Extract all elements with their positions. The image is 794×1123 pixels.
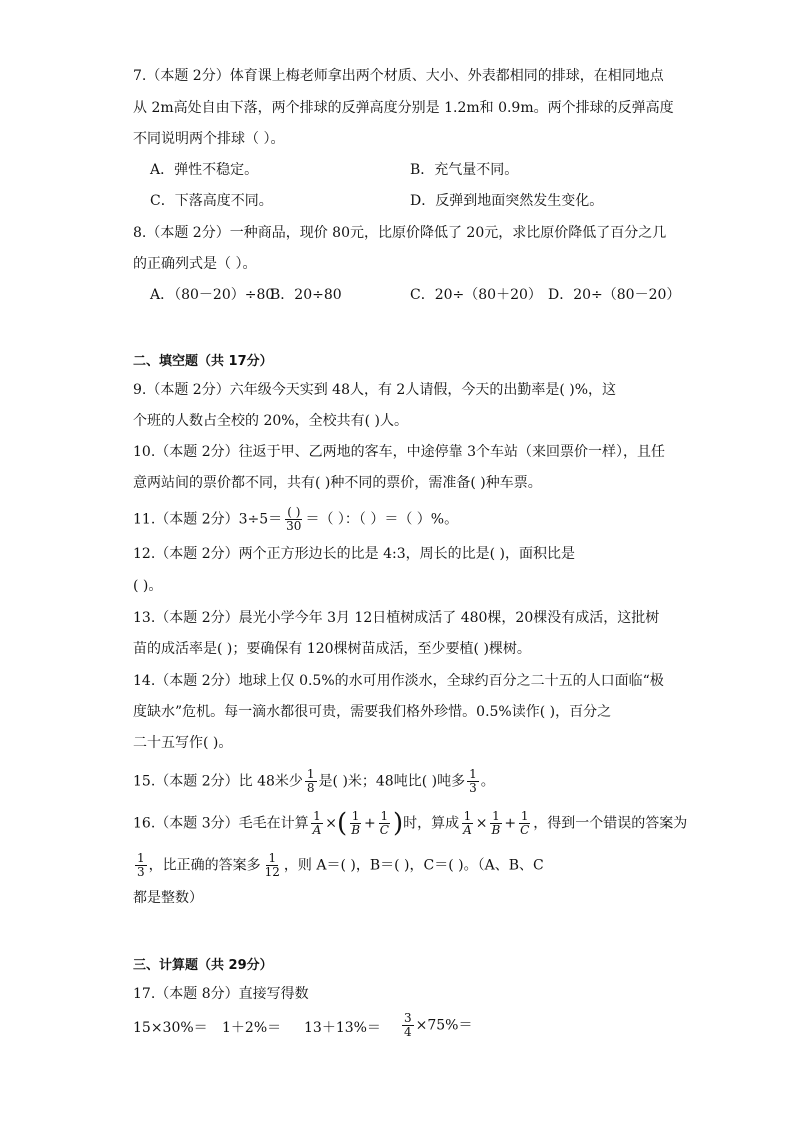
q16-expr-frac-1-over-c bbox=[378, 810, 391, 837]
q11-fraction-numerator: ( ) bbox=[287, 505, 301, 519]
q7-line-1: 7.（本题 2分）体育课上梅老师拿出两个材质、大小、外表都相同的排球，在相同地点 bbox=[133, 68, 664, 84]
q16-line-3: 都是整数） bbox=[133, 890, 203, 906]
q11-suffix: ＝（ ）：（ ）＝（ ）%。 bbox=[305, 511, 459, 528]
q16-num: 1 bbox=[520, 809, 529, 823]
q16-mid-2: ，得到一个错误的答案为 bbox=[533, 815, 688, 832]
q16-plus-sign: + bbox=[504, 815, 517, 832]
q17-expression-1: 15×30%＝ bbox=[133, 1020, 208, 1036]
q12-line-1: 12.（本题 2分）两个正方形边长的比是 4:3，周长的比是( )，面积比是 bbox=[133, 546, 575, 562]
q14-line-3: 二十五写作( )。 bbox=[133, 735, 233, 751]
q14-line-1: 14.（本题 2分）地球上仅 0.5%的水可用作淡水，全球约百分之二十五的人口面临“极 bbox=[133, 673, 664, 689]
q14-line-2: 度缺水”危机。每一滴水都很可贵，需要我们格外珍惜。0.5%读作( )，百分之 bbox=[133, 704, 612, 720]
section-title-calculation: 三、计算题（共 29分） bbox=[133, 958, 273, 973]
q15-line bbox=[133, 768, 495, 795]
q8-line-2: 的正确列式是（ ）。 bbox=[133, 256, 257, 272]
q16-plus-sign: + bbox=[364, 815, 376, 832]
q7-option-b: B．充气量不同。 bbox=[410, 162, 519, 178]
q9-line-2: 个班的人数占全校的 20%，全校共有( )人。 bbox=[133, 413, 408, 429]
q16-right-paren: ) bbox=[392, 808, 404, 839]
q16-twelfth-numerator: 1 bbox=[268, 851, 277, 865]
q16-wrong-frac-1-over-b bbox=[490, 810, 503, 837]
q16-times-sign: × bbox=[475, 815, 488, 832]
q16-left-paren: ( bbox=[337, 808, 348, 839]
q15-fraction-1-numerator: 1 bbox=[306, 767, 315, 781]
q7-line-2: 从 2m高处自由下落，两个排球的反弹高度分别是 1.2m和 0.9m。两个排球的反弹高度 bbox=[133, 100, 674, 116]
q16-mid-3: ，比正确的答案多 bbox=[148, 857, 261, 874]
q10-line-1: 10.（本题 2分）往返于甲、乙两地的客车，中途停靠 3个车站（来回票价一样），且任 bbox=[133, 444, 665, 460]
q13-line-1: 13.（本题 2分）晨光小学今年 3月 12日植树成活了 480棵，20棵没有成活，这批树 bbox=[133, 610, 660, 626]
q7-option-c: C．下落高度不同。 bbox=[150, 193, 273, 209]
q11-prefix: 11.（本题 2分）3÷5＝ bbox=[133, 511, 283, 528]
q17-fraction-three-quarters bbox=[402, 1012, 414, 1039]
q16-third-numerator: 1 bbox=[137, 851, 145, 865]
q16-mid-1: 时，算成 bbox=[403, 815, 460, 832]
q15-middle: 是( )米；48吨比( )吨多 bbox=[318, 773, 466, 790]
section-title-fill-in: 二、填空题（共 17分） bbox=[133, 354, 273, 369]
q16-mid-4: ，则 A＝( )，B＝( )，C＝( )。（A、B、C bbox=[283, 857, 544, 874]
q16-num: 1 bbox=[492, 809, 500, 823]
q11-fraction bbox=[284, 506, 303, 533]
q15-suffix: 。 bbox=[480, 773, 495, 790]
q13-line-2: 苗的成活率是( )；要确保有 120棵树苗成活，至少要植( )棵树。 bbox=[133, 641, 531, 657]
q15-fraction-one-eighth bbox=[305, 768, 317, 795]
q8-option-c: C．20÷（80＋20） bbox=[410, 287, 542, 303]
q15-fraction-2-numerator: 1 bbox=[469, 767, 477, 781]
q16-den-a: A bbox=[463, 823, 472, 837]
q16-twelfth-denominator: 12 bbox=[264, 865, 280, 879]
q16-den-b: B bbox=[491, 823, 501, 837]
q16-line-2 bbox=[133, 852, 544, 879]
q16-expr-frac-1-over-a bbox=[311, 810, 324, 837]
q16-expr-frac-1-over-b bbox=[349, 810, 362, 837]
q15-fraction-1-denominator: 8 bbox=[306, 781, 315, 795]
q15-fraction-2-denominator: 3 bbox=[469, 781, 477, 795]
q16-num: 1 bbox=[313, 809, 321, 823]
q16-den-b: B bbox=[351, 823, 361, 837]
q16-times-sign: × bbox=[325, 815, 338, 832]
q15-prefix: 15.（本题 2分）比 48米少 bbox=[133, 773, 303, 790]
q8-option-a: A．（80－20）÷80 bbox=[150, 287, 275, 303]
q7-option-d: D．反弹到地面突然发生变化。 bbox=[410, 193, 604, 209]
q8-option-b: B．20÷80 bbox=[270, 287, 342, 303]
q16-wrong-frac-1-over-c bbox=[518, 810, 531, 837]
q12-line-2: ( )。 bbox=[133, 578, 163, 594]
q17-fraction-denominator: 4 bbox=[404, 1025, 412, 1039]
q16-den-c: C bbox=[379, 823, 389, 837]
q16-prefix: 16.（本题 3分）毛毛在计算 bbox=[133, 815, 309, 832]
q17-expression-4 bbox=[400, 1012, 473, 1039]
q15-fraction-one-third bbox=[467, 768, 479, 795]
q16-num: 1 bbox=[463, 809, 472, 823]
q16-third-denominator: 3 bbox=[137, 865, 145, 879]
q16-wrong-frac-1-over-a bbox=[461, 810, 474, 837]
q17-fraction-numerator: 3 bbox=[404, 1011, 412, 1025]
q7-line-3: 不同说明两个排球（ ）。 bbox=[133, 131, 285, 147]
q17-line-1: 17.（本题 8分）直接写得数 bbox=[133, 986, 309, 1002]
q9-line-1: 9.（本题 2分）六年级今天实到 48人，有 2人请假，今天的出勤率是( )%，这 bbox=[133, 382, 617, 398]
q17-expression-2: 1＋2%＝ bbox=[222, 1020, 282, 1036]
q16-den-a: A bbox=[312, 823, 322, 837]
q16-fraction-one-twelfth bbox=[263, 852, 282, 879]
q16-den-c: C bbox=[520, 823, 530, 837]
q16-num: 1 bbox=[380, 809, 389, 823]
q17-expression-4-suffix: ×75%＝ bbox=[415, 1017, 473, 1034]
q16-num: 1 bbox=[351, 809, 360, 823]
q10-line-2: 意两站间的票价都不同，共有( )种不同的票价，需准备( )种车票。 bbox=[133, 475, 542, 491]
q16-line-1 bbox=[133, 810, 687, 837]
q11-fraction-denominator: 30 bbox=[286, 519, 302, 533]
q17-expression-3: 13＋13%＝ bbox=[304, 1020, 381, 1036]
q8-option-d: D．20÷（80－20） bbox=[548, 287, 681, 303]
q11-line bbox=[133, 506, 458, 533]
q7-option-a: A．弹性不稳定。 bbox=[150, 162, 259, 178]
q8-line-1: 8.（本题 2分）一种商品，现价 80元，比原价降低了 20元，求比原价降低了百分之几 bbox=[133, 225, 667, 241]
q16-fraction-one-third bbox=[135, 852, 147, 879]
